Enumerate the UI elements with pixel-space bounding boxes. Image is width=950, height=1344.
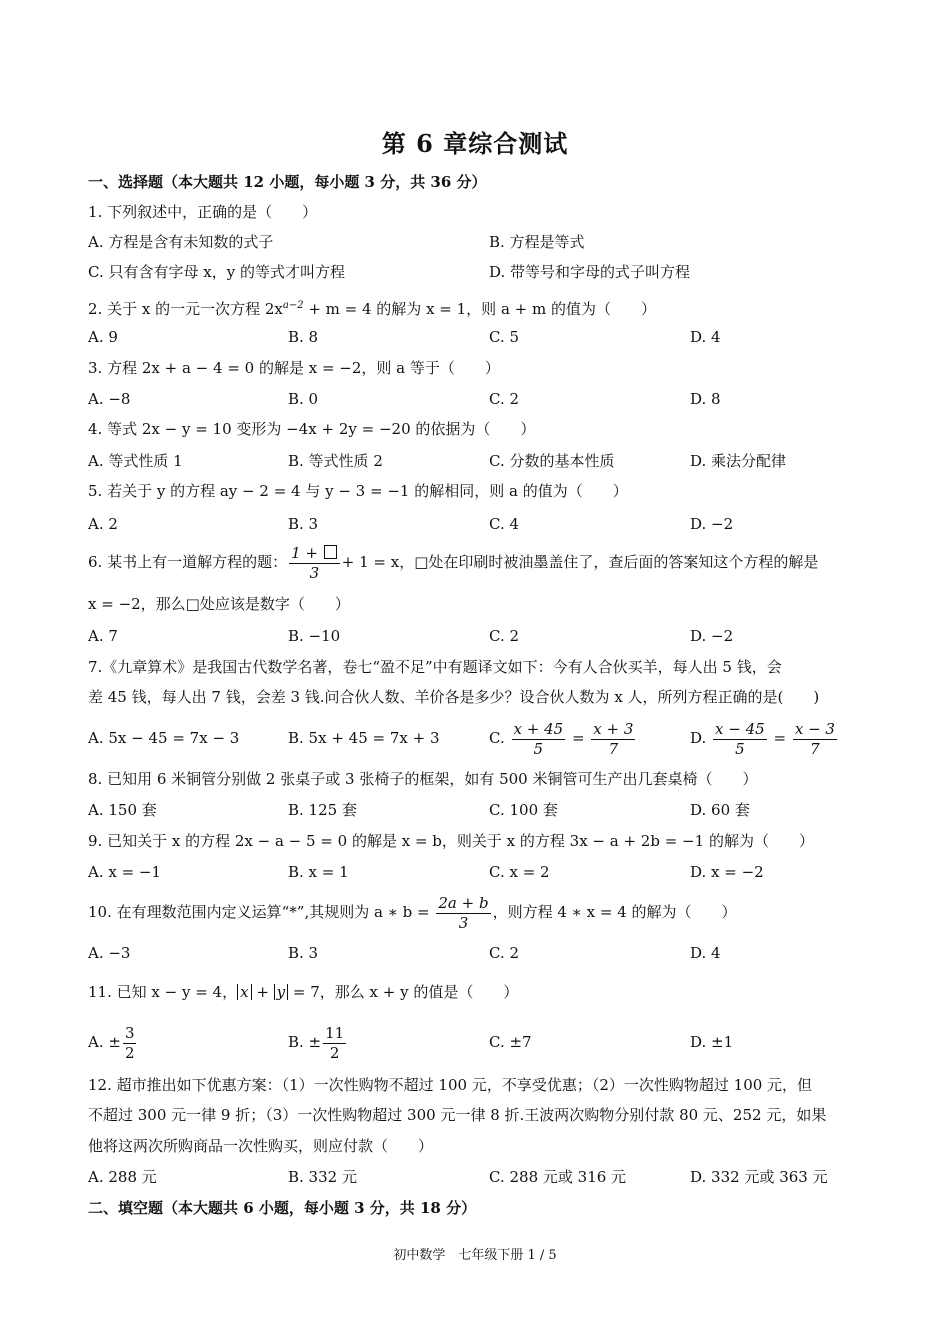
question-1-option-c: C. 只有含有字母 x，y 的等式才叫方程 — [88, 263, 345, 281]
question-11-option-a-den: 2 — [124, 1043, 135, 1062]
question-2-option-a: A. 9 — [88, 328, 118, 346]
question-6-stem-pre: 6. 某书上有一道解方程的题： — [88, 553, 288, 571]
question-10-stem-post: ，则方程 4 ∗ x = 4 的解为（ ） — [492, 903, 737, 921]
question-7-option-d-num-2: x − 3 — [794, 719, 835, 738]
question-10-stem — [88, 890, 737, 934]
question-4-stem: 4. 等式 2x − y = 10 变形为 −4x + 2y = −20 的依据为（ ） — [88, 420, 536, 438]
question-2-option-c: C. 5 — [489, 328, 520, 346]
page-title: 第 6 章综合测试 — [381, 129, 569, 158]
question-10-fraction — [436, 894, 490, 933]
question-7-option-b: B. 5x + 45 = 7x + 3 — [288, 729, 440, 747]
question-2-option-b: B. 8 — [288, 328, 319, 346]
question-5-stem: 5. 若关于 y 的方程 ay − 2 = 4 与 y − 3 = −1 的解相同，则 a 的值为（ ） — [88, 482, 628, 500]
question-11-option-a-num: 3 — [124, 1023, 135, 1042]
question-7-option-c-fraction-1 — [512, 720, 566, 759]
question-1-stem: 1. 下列叙述中，正确的是（ ） — [88, 203, 318, 221]
question-3-option-b: B. 0 — [288, 390, 319, 408]
question-11-abs-y: y — [274, 984, 288, 1000]
question-11-option-b-den: 2 — [329, 1043, 340, 1062]
question-7-option-c-fraction-2 — [591, 720, 635, 759]
question-11-option-b-fraction — [323, 1024, 346, 1063]
question-7-option-c-label: C. — [489, 729, 505, 747]
question-12-stem-line3: 他将这两次所购商品一次性购买，则应付款（ ） — [88, 1137, 434, 1155]
question-8-option-b: B. 125 套 — [288, 801, 357, 819]
question-11-option-c: C. ±7 — [489, 1033, 532, 1051]
ink-blot-box-icon — [324, 545, 337, 559]
question-7-option-c-den-2: 7 — [608, 739, 619, 758]
question-2-stem — [88, 296, 656, 319]
question-9-option-c: C. x = 2 — [489, 863, 550, 881]
section-heading-choice: 一、选择题（本大题共 12 小题，每小题 3 分，共 36 分） — [88, 173, 487, 191]
question-11-abs-x: x — [237, 984, 251, 1000]
question-11-stem-pre: 11. 已知 x − y = 4， — [88, 983, 238, 1001]
question-1-option-d: D. 带等号和字母的式子叫方程 — [489, 263, 691, 281]
question-7-option-d-label: D. — [690, 729, 707, 747]
question-1-option-b: B. 方程是等式 — [489, 233, 585, 251]
question-6-stem — [88, 540, 818, 584]
question-3-option-d: D. 8 — [690, 390, 721, 408]
question-6-option-a: A. 7 — [88, 627, 118, 645]
question-10-option-c: C. 2 — [489, 944, 520, 962]
question-5-option-b: B. 3 — [288, 515, 319, 533]
question-3-option-a: A. −8 — [88, 390, 131, 408]
question-8-option-c: C. 100 套 — [489, 801, 558, 819]
question-12-stem-line2: 不超过 300 元一律 9 折；（3）一次性购物超过 300 元一律 8 折.王波两次购物分别付款 80 元、252 元，如果 — [88, 1106, 827, 1124]
question-10-stem-pre: 10. 在有理数范围内定义运算“*”,其规则为 a ∗ b = — [88, 903, 435, 921]
question-7-stem-line1: 7.《九章算术》是我国古代数学名著，卷七“盈不足”中有题译文如下：今有人合伙买羊，每人出 5 钱，会 — [88, 658, 782, 676]
question-4-option-c: C. 分数的基本性质 — [489, 452, 615, 470]
question-11-stem — [88, 982, 518, 1002]
question-6-option-b: B. −10 — [288, 627, 341, 645]
question-5-option-a: A. 2 — [88, 515, 118, 533]
question-7-option-d-fraction-1 — [713, 720, 767, 759]
question-7-option-d-fraction-2 — [793, 720, 837, 759]
question-2-stem-pre: 2. 关于 x 的一元一次方程 2x — [88, 300, 283, 318]
question-7-option-c — [489, 716, 637, 760]
question-7-option-c-equals: = — [571, 729, 585, 747]
question-7-option-d-den-2: 7 — [810, 739, 820, 758]
question-11-option-d: D. ±1 — [690, 1033, 734, 1051]
question-7-option-d-num-1: x − 45 — [715, 719, 765, 738]
question-11-option-b-label: B. ± — [288, 1033, 322, 1051]
question-10-option-b: B. 3 — [288, 944, 319, 962]
question-7-option-c-den-1: 5 — [533, 739, 544, 758]
question-11-option-a-fraction — [123, 1024, 137, 1063]
question-2-option-d: D. 4 — [690, 328, 721, 346]
question-12-option-d: D. 332 元或 363 元 — [690, 1168, 828, 1186]
question-9-option-b: B. x = 1 — [288, 863, 349, 881]
question-10-fraction-numerator: 2a + b — [438, 893, 489, 912]
question-6-option-c: C. 2 — [489, 627, 520, 645]
question-6-fraction — [289, 544, 340, 583]
question-5-option-d: D. −2 — [690, 515, 734, 533]
question-3-stem: 3. 方程 2x + a − 4 = 0 的解是 x = −2，则 a 等于（ ） — [88, 359, 500, 377]
question-8-stem: 8. 已知用 6 米铜管分别做 2 张桌子或 3 张椅子的框架，如有 500 米铜管可生产出几套桌椅（ ） — [88, 770, 758, 788]
question-11-plus: + — [251, 983, 274, 1001]
question-7-option-c-num-1: x + 45 — [513, 719, 564, 738]
question-8-option-d: D. 60 套 — [690, 801, 750, 819]
question-7-option-d — [690, 716, 839, 760]
question-11-option-a — [88, 1020, 138, 1064]
page-footer: 初中数学 七年级下册 1 / 5 — [393, 1248, 557, 1263]
question-6-option-d: D. −2 — [690, 627, 734, 645]
question-5-option-c: C. 4 — [489, 515, 520, 533]
question-11-option-a-label: A. ± — [88, 1033, 121, 1051]
question-12-option-c: C. 288 元或 316 元 — [489, 1168, 627, 1186]
question-6-stem-line2: x = −2，那么□处应该是数字（ ） — [88, 595, 350, 613]
question-8-option-a: A. 150 套 — [88, 801, 157, 819]
section-heading-fill-in: 二、填空题（本大题共 6 小题，每小题 3 分，共 18 分） — [88, 1199, 477, 1217]
question-6-fraction-denominator: 3 — [309, 563, 320, 582]
question-9-option-d: D. x = −2 — [690, 863, 764, 881]
question-11-option-b-num: 11 — [325, 1023, 345, 1042]
question-6-stem-post: + 1 = x，□处在印刷时被油墨盖住了，查后面的答案知这个方程的解是 — [341, 553, 819, 571]
question-1-option-a: A. 方程是含有未知数的式子 — [88, 233, 274, 251]
question-4-option-d: D. 乘法分配律 — [690, 452, 787, 470]
question-9-option-a: A. x = −1 — [88, 863, 162, 881]
question-10-option-a: A. −3 — [88, 944, 131, 962]
question-2-stem-post: + m = 4 的解为 x = 1，则 a + m 的值为（ ） — [303, 300, 656, 318]
question-11-option-b — [288, 1020, 348, 1064]
question-7-stem-line2: 差 45 钱，每人出 7 钱，会差 3 钱.问合伙人数、羊价各是多少？设合伙人数为 x 人，所列方程正确的是( ) — [88, 688, 820, 706]
question-10-option-d: D. 4 — [690, 944, 721, 962]
question-12-stem-line1: 12. 超市推出如下优惠方案：（1）一次性购物不超过 100 元，不享受优惠；（2）一次性购物超过 100 元，但 — [88, 1076, 813, 1094]
question-3-option-c: C. 2 — [489, 390, 520, 408]
question-7-option-d-den-1: 5 — [735, 739, 745, 758]
question-4-option-b: B. 等式性质 2 — [288, 452, 383, 470]
question-7-option-d-equals: = — [773, 729, 787, 747]
question-9-stem: 9. 已知关于 x 的方程 2x − a − 5 = 0 的解是 x = b，则关于 x 的方程 3x − a + 2b = −1 的解为（ ） — [88, 832, 814, 850]
question-12-option-b: B. 332 元 — [288, 1168, 357, 1186]
question-10-fraction-denominator: 3 — [458, 913, 469, 932]
question-4-option-a: A. 等式性质 1 — [88, 452, 183, 470]
question-12-option-a: A. 288 元 — [88, 1168, 157, 1186]
question-6-fraction-numerator: 1 + — [291, 543, 323, 562]
question-7-option-c-num-2: x + 3 — [593, 719, 634, 738]
question-11-stem-post: = 7，那么 x + y 的值是（ ） — [288, 983, 519, 1001]
question-7-option-a: A. 5x − 45 = 7x − 3 — [88, 729, 240, 747]
question-2-exponent: a−2 — [282, 300, 304, 311]
